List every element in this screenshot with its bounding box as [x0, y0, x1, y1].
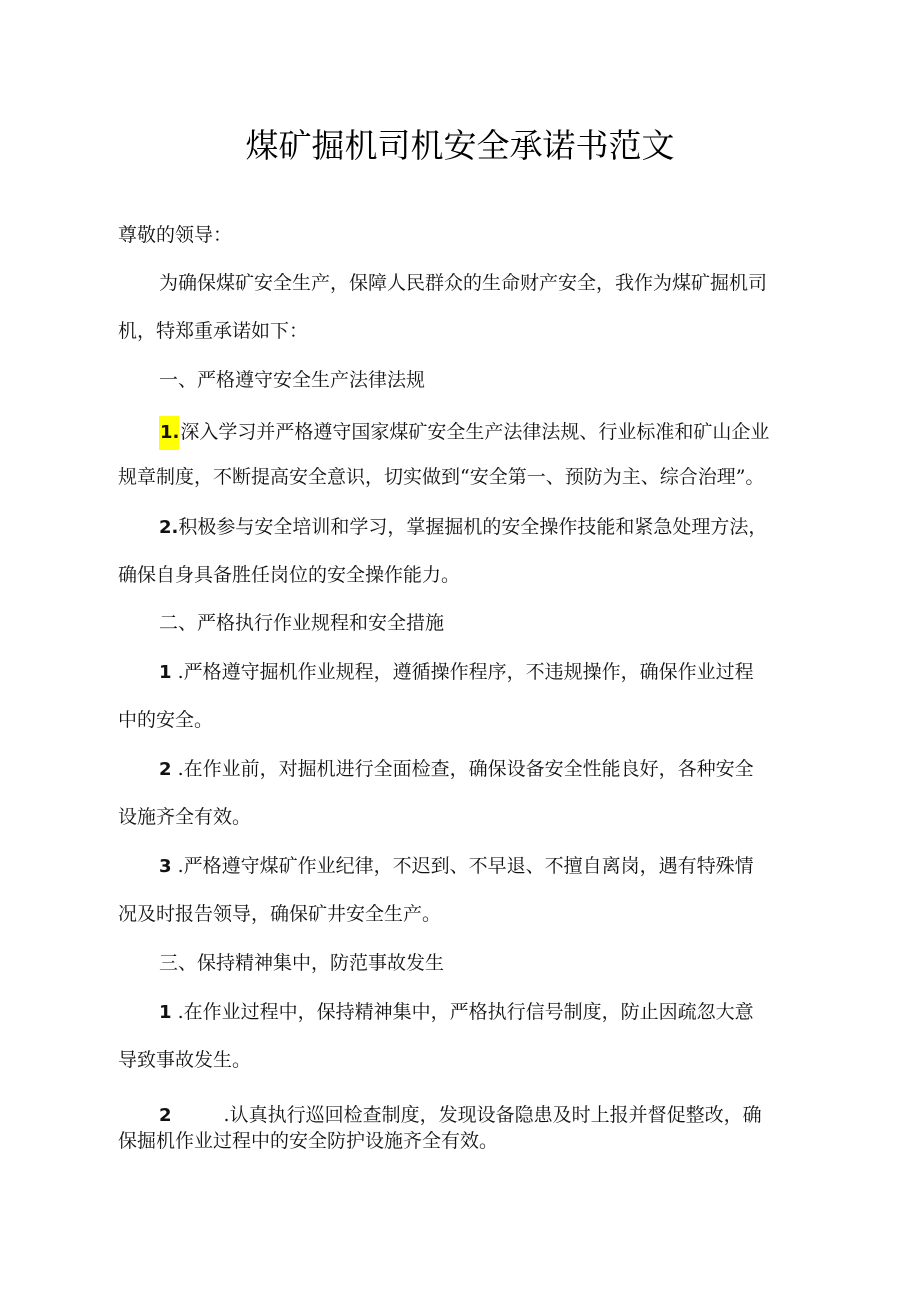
- section-heading-3: 三、保持精神集中，防范事故发生: [159, 952, 445, 974]
- item-number: 3: [159, 856, 172, 877]
- item-3-2-line-2: 保掘机作业过程中的安全防护设施齐全有效。: [118, 1130, 499, 1152]
- item-text: 积极参与安全培训和学习，掌握掘机的安全操作技能和紧急处理方法，: [178, 516, 768, 538]
- item-number: 1: [159, 662, 172, 683]
- item-1-2-line-1: [159, 514, 767, 541]
- intro-line-1: 为确保煤矿安全生产，保障人民群众的生命财产安全，我作为煤矿掘机司: [159, 272, 768, 294]
- item-number: 1: [159, 1002, 172, 1023]
- item-text: .在作业前，对掘机进行全面检查，确保设备安全性能良好，各种安全: [177, 758, 754, 780]
- item-text: .严格遵守掘机作业规程，遵循操作程序，不违规操作，确保作业过程: [177, 661, 754, 683]
- item-text: .认真执行巡回检查制度，发现设备隐患及时上报并督促整改，确: [223, 1104, 762, 1126]
- item-2-1-line-2: 中的安全。: [118, 709, 214, 731]
- salutation: 尊敬的领导：: [118, 224, 233, 246]
- item-1-1-line-2: 规章制度，不断提高安全意识，切实做到“安全第一、预防为主、综合治理”。: [118, 466, 765, 488]
- item-1-2-line-2: 确保自身具备胜任岗位的安全操作能力。: [118, 564, 461, 586]
- item-text: .严格遵守煤矿作业纪律，不迟到、不早退、不擅自离岗，遇有特殊情: [177, 855, 754, 877]
- item-2-3-line-2: 况及时报告领导，确保矿井安全生产。: [118, 903, 442, 925]
- item-2-2-line-2: 设施齐全有效。: [118, 806, 252, 828]
- item-text: 深入学习并严格遵守国家煤矿安全生产法律法规、行业标准和矿山企业: [180, 421, 770, 443]
- section-heading-1: 一、严格遵守安全生产法律法规: [159, 369, 426, 391]
- item-1-1-line-1: [159, 416, 769, 450]
- item-2-2-line-1: [159, 756, 754, 783]
- item-number: 1.: [159, 416, 179, 450]
- item-number: 2: [159, 759, 172, 780]
- intro-line-2: 机，特郑重承诺如下：: [118, 320, 309, 342]
- item-3-1-line-2: 导致事故发生。: [118, 1049, 252, 1071]
- item-3-1-line-1: [159, 999, 754, 1026]
- item-text: .在作业过程中，保持精神集中，严格执行信号制度，防止因疏忽大意: [177, 1001, 754, 1023]
- item-3-2-line-1: [159, 1102, 762, 1129]
- section-heading-2: 二、严格执行作业规程和安全措施: [159, 612, 445, 634]
- item-number: 2.: [159, 517, 179, 538]
- item-number: 2: [159, 1105, 172, 1126]
- item-2-1-line-1: [159, 659, 754, 686]
- document-title: 煤矿掘机司机安全承诺书范文: [245, 126, 675, 165]
- item-2-3-line-1: [159, 853, 754, 880]
